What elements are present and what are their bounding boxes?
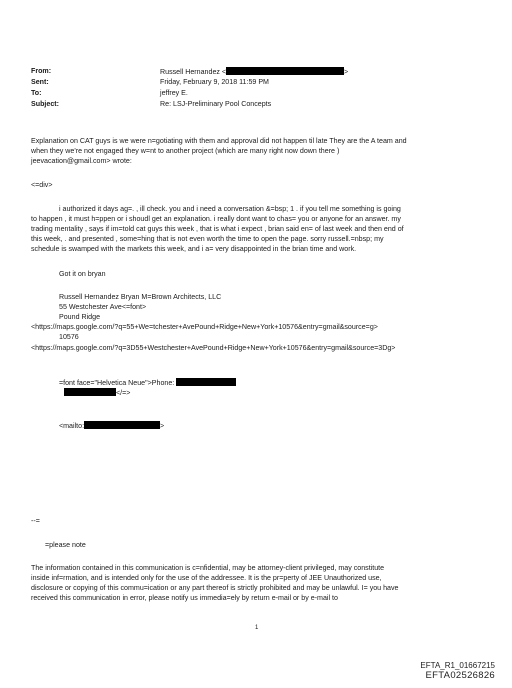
mailto-prefix: <mailto: bbox=[59, 422, 85, 430]
reply-line-4: this week, . and presented , some=hing that is not even worth the time to open the page. sorry russell.=nbsp; my bbox=[31, 235, 384, 243]
reply-line-5: schedule is swamped with the markets this week, and i a= very disappointed in the brian time and work. bbox=[31, 245, 357, 253]
div-tag: <=div> bbox=[31, 181, 53, 189]
page-number: 1 bbox=[255, 625, 259, 631]
reply-line-3: trading mentality , says if im=told cat guys this week , that is what i expect , brian said en= of last week and then end of bbox=[31, 225, 404, 233]
from-value bbox=[160, 67, 348, 77]
redaction-bar bbox=[226, 67, 344, 75]
please-note: =please note bbox=[45, 541, 86, 549]
got-it-line: Got it on bryan bbox=[59, 270, 106, 278]
subject-label: Subject: bbox=[31, 100, 59, 108]
signature-city: Pound Ridge bbox=[59, 313, 101, 321]
intro-line-3: jeevacation@gmail.com> wrote: bbox=[31, 157, 132, 165]
from-label: From: bbox=[31, 67, 52, 75]
bates-id-2: EFTA02526826 bbox=[425, 670, 495, 681]
phone-line-2 bbox=[64, 388, 130, 398]
signature-zip: 10576 bbox=[59, 333, 79, 341]
separator: --= bbox=[31, 517, 40, 525]
reply-line-2: to happen , it must h=ppen or i shoudl get an explanation. i really dont want to chas= you or anyone for an answer. my bbox=[31, 215, 401, 223]
intro-line-1: Explanation on CAT guys is we were n=gotiating with them and approval did not happen til late They are the A team and bbox=[31, 137, 407, 145]
map-link-2[interactable]: <https://maps.google.com/?q=3D55+Westchester+AvePound+Ridge+New+York+10576&entry=gmail&source=3Dg> bbox=[31, 344, 396, 352]
from-name: Russell Hernandez < bbox=[160, 68, 227, 76]
reply-line-1: i authorized it days ag=. , ill check. you and i need a conversation &=bsp; 1 . if you tell me something is going bbox=[59, 205, 401, 213]
to-value: jeffrey E. bbox=[160, 89, 188, 97]
disclaimer-line-3: disclosure or copying of this commu=ication or any part thereof is strictly prohibited and may be unlawful. I= you have bbox=[31, 584, 399, 592]
redaction-bar bbox=[176, 378, 236, 386]
sent-label: Sent: bbox=[31, 78, 49, 86]
intro-line-2: when they we're not engaged they w=nt to another project (which are many right now down there ) bbox=[31, 147, 340, 155]
subject-value: Re: LSJ-Preliminary Pool Concepts bbox=[160, 100, 272, 108]
redaction-bar bbox=[84, 421, 160, 429]
map-link-1[interactable]: <https://maps.google.com/?q=55+We=tchester+AvePound+Ridge+New+York+10576&entry=gmail&source=g> bbox=[31, 323, 378, 331]
phone-line bbox=[59, 378, 236, 388]
disclaimer-line-1: The information contained in this communication is c=nfidential, may be attorney-client privileged, may constitute bbox=[31, 564, 385, 572]
redaction-bar bbox=[64, 388, 116, 396]
disclaimer-line-4: received this communication in error, please notify us immedia=ely by return e-mail or by e-mail to bbox=[31, 594, 338, 602]
mailto-line bbox=[59, 421, 164, 431]
disclaimer-line-2: inside inf=rmation, and is intended only for the use of the addressee. It is the pr=perty of JEE Unauthorized use, bbox=[31, 574, 382, 582]
phone-close: </=> bbox=[116, 389, 131, 397]
from-close: > bbox=[344, 68, 349, 76]
sent-value: Friday, February 9, 2018 11:59 PM bbox=[160, 78, 269, 86]
bates-id-1: EFTA_R1_01667215 bbox=[420, 661, 495, 670]
signature-name: Russell Hernandez Bryan M=Brown Architects, LLC bbox=[59, 293, 222, 301]
mailto-close: > bbox=[160, 422, 165, 430]
to-label: To: bbox=[31, 89, 42, 97]
signature-address: 55 Westchester Ave<=font> bbox=[59, 303, 147, 311]
phone-label: =font face="Helvetica Neue">Phone: bbox=[59, 379, 175, 387]
